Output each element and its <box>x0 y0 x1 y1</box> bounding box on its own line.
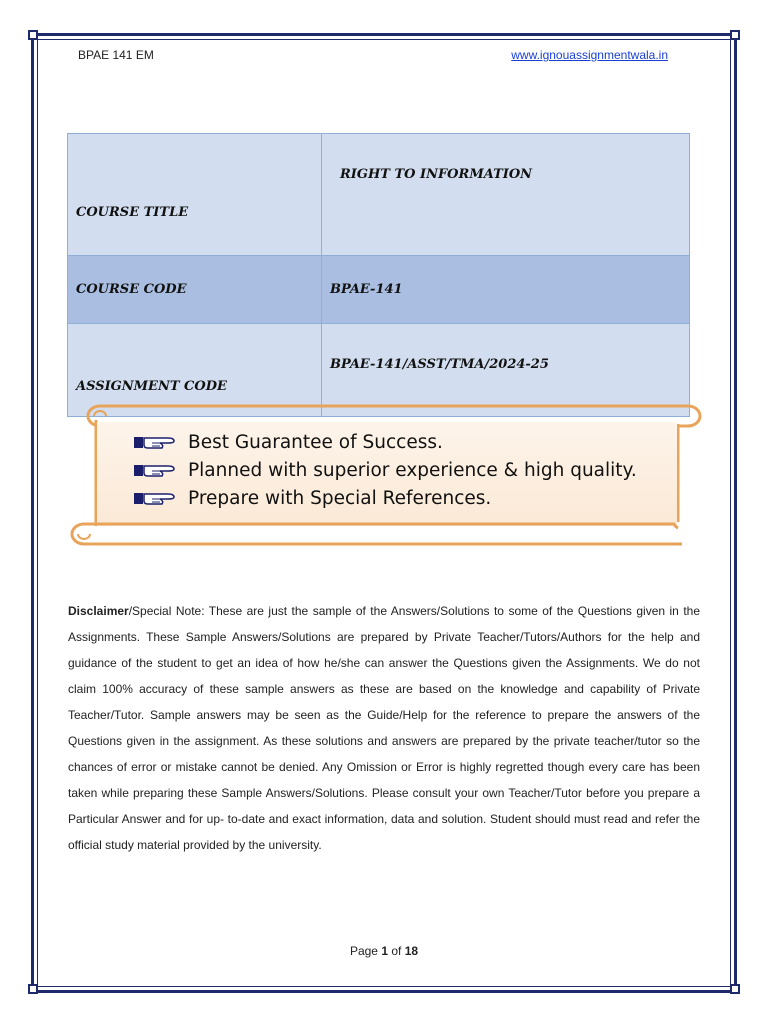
course-title-label: COURSE TITLE <box>68 134 322 256</box>
table-row <box>68 134 690 256</box>
header-course-code: BPAE 141 EM <box>78 48 154 62</box>
list-item <box>134 456 637 484</box>
course-code-value: BPAE-141 <box>322 256 690 324</box>
banner-item-text: Prepare with Special References. <box>188 487 492 509</box>
disclaimer-paragraph <box>68 598 700 858</box>
footer-of-word: of <box>391 944 402 958</box>
course-code-label: COURSE CODE <box>68 256 322 324</box>
corner-ornament-tr <box>730 30 740 40</box>
corner-ornament-br <box>730 984 740 994</box>
banner-list <box>134 428 637 512</box>
course-info-table <box>67 133 690 417</box>
page-footer <box>0 944 768 958</box>
table-row <box>68 324 690 417</box>
course-title-value: RIGHT TO INFORMATION <box>322 134 690 256</box>
header-website-link[interactable]: www.ignouassignmentwala.in <box>511 48 668 62</box>
disclaimer-lead: Disclaimer <box>68 604 129 618</box>
corner-ornament-tl <box>28 30 38 40</box>
assignment-code-label: ASSIGNMENT CODE <box>68 324 322 417</box>
footer-page-word: Page <box>349 944 378 958</box>
banner-item-text: Planned with superior experience & high quality. <box>188 459 637 481</box>
footer-current-page: 1 <box>381 944 388 958</box>
corner-ornament-bl <box>28 984 38 994</box>
footer-total-pages: 18 <box>404 944 419 958</box>
pointing-hand-icon <box>134 433 180 451</box>
pointing-hand-icon <box>134 461 180 479</box>
pointing-hand-icon <box>134 489 180 507</box>
banner-item-text: Best Guarantee of Success. <box>188 431 443 453</box>
assignment-code-value: BPAE-141/ASST/TMA/2024-25 <box>322 324 690 417</box>
table-row <box>68 256 690 324</box>
disclaimer-body: /Special Note: These are just the sample of the Answers/Solutions to some of the Questions given in the Assignments. These Sample Answers/Solutions are prepared by Private Teacher/Tutors/Authors for the help and guidance of the student to get an idea of how he/she can answer the Questions given the Assignments. We do not claim 100% accuracy of these sample answers as these are based on the knowledge and capability of Private Teacher/Tutor. Sample answers may be seen as the Guide/Help for the reference to prepare the answers of the Questions given in the assignment. As these solutions and answers are prepared by the private teacher/tutor so the chances of error or mistake cannot be denied. Any Omission or Error is highly regretted though every care has been taken while preparing these Sample Answers/Solutions. Please consult your own Teacher/Tutor before you prepare a Particular Answer and for up- to-date and exact information, data and solution. Student should must read and refer the official study material provided by the university. <box>68 604 700 852</box>
list-item <box>134 428 637 456</box>
list-item <box>134 484 637 512</box>
